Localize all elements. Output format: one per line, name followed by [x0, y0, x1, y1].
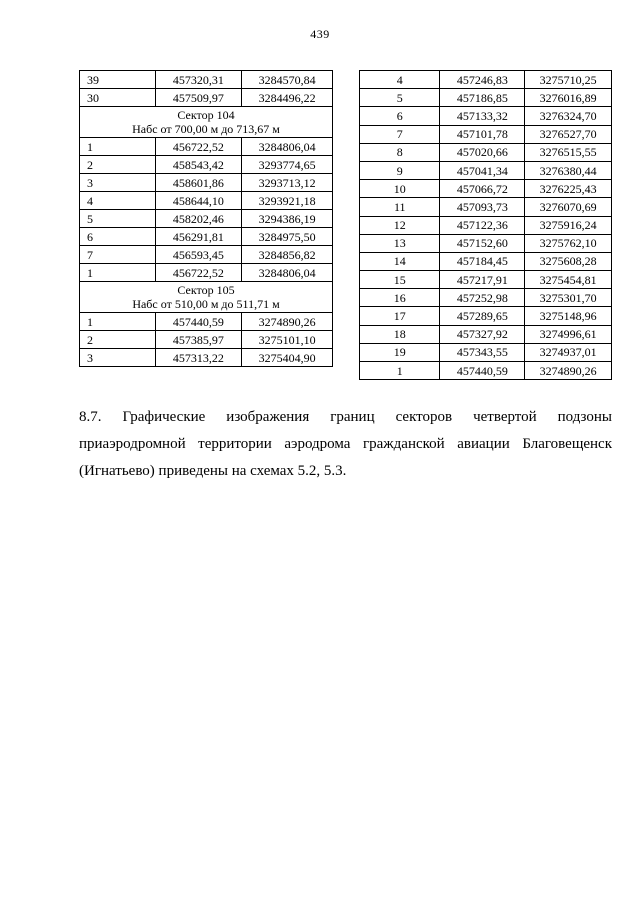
sector-header [80, 107, 333, 138]
coordinate-x: 457343,55 [440, 343, 525, 361]
point-number: 3 [80, 349, 156, 367]
point-number: 16 [360, 289, 440, 307]
point-number: 5 [80, 210, 156, 228]
table-row [360, 343, 612, 361]
coordinate-x: 457066,72 [440, 180, 525, 198]
coordinate-y: 3293921,18 [242, 192, 333, 210]
coordinates-table-right [359, 70, 612, 380]
table-row [360, 289, 612, 307]
paragraph-8-7 [79, 404, 612, 485]
coordinate-y: 3293774,65 [242, 156, 333, 174]
point-number: 39 [80, 71, 156, 89]
coordinate-y: 3275148,96 [525, 307, 612, 325]
sector-header-row [80, 107, 333, 138]
paragraph-line: (Игнатьево) приведены на схемах 5.2, 5.3. [79, 463, 347, 479]
coordinate-x: 456722,52 [155, 264, 242, 282]
table-row [80, 174, 333, 192]
point-number: 14 [360, 252, 440, 270]
coordinate-x: 457313,22 [155, 349, 242, 367]
table-row [360, 362, 612, 380]
coordinate-y: 3275608,28 [525, 252, 612, 270]
point-number: 1 [360, 362, 440, 380]
coordinate-x: 457093,73 [440, 198, 525, 216]
coordinate-y: 3276515,55 [525, 143, 612, 161]
coordinate-x: 457122,36 [440, 216, 525, 234]
paragraph-line: 8.7. Графические изображения границ секторов четвертой подзоны [79, 409, 612, 425]
table-row [360, 161, 612, 179]
table-row [80, 138, 333, 156]
coordinate-y: 3284856,82 [242, 246, 333, 264]
table-row [80, 192, 333, 210]
coordinate-y: 3284496,22 [242, 89, 333, 107]
point-number: 30 [80, 89, 156, 107]
table-row [360, 307, 612, 325]
point-number: 7 [80, 246, 156, 264]
coordinate-y: 3276527,70 [525, 125, 612, 143]
point-number: 12 [360, 216, 440, 234]
coordinate-y: 3284975,50 [242, 228, 333, 246]
coordinate-x: 457133,32 [440, 107, 525, 125]
coordinate-y: 3275710,25 [525, 71, 612, 89]
coordinate-y: 3294386,19 [242, 210, 333, 228]
coordinates-table-left [79, 70, 333, 367]
table-row [360, 107, 612, 125]
table-row [360, 216, 612, 234]
coordinate-y: 3276016,89 [525, 89, 612, 107]
point-number: 3 [80, 174, 156, 192]
point-number: 10 [360, 180, 440, 198]
point-number: 18 [360, 325, 440, 343]
table-row [360, 71, 612, 89]
coordinate-y: 3275916,24 [525, 216, 612, 234]
sector-elevation: Набс от 700,00 м до 713,67 м [132, 122, 280, 136]
table-row [360, 252, 612, 270]
coordinate-x: 457217,91 [440, 271, 525, 289]
coordinate-y: 3275454,81 [525, 271, 612, 289]
coordinate-y: 3274996,61 [525, 325, 612, 343]
table-row [80, 156, 333, 174]
table-row [360, 198, 612, 216]
coordinate-x: 457320,31 [155, 71, 242, 89]
point-number: 8 [360, 143, 440, 161]
point-number: 17 [360, 307, 440, 325]
point-number: 2 [80, 331, 156, 349]
coordinate-y: 3275301,70 [525, 289, 612, 307]
table-row [80, 71, 333, 89]
coordinate-x: 457041,34 [440, 161, 525, 179]
paragraph-line: приаэродромной территории аэродрома гражданской авиации Благовещенск [79, 436, 612, 452]
table-row [80, 210, 333, 228]
point-number: 4 [80, 192, 156, 210]
point-number: 7 [360, 125, 440, 143]
coordinate-x: 457252,98 [440, 289, 525, 307]
sector-title: Сектор 104 [177, 108, 235, 122]
point-number: 4 [360, 71, 440, 89]
table-row [360, 180, 612, 198]
coordinate-x: 456291,81 [155, 228, 242, 246]
table-row [80, 228, 333, 246]
coordinate-x: 456722,52 [155, 138, 242, 156]
page-number: 439 [310, 27, 330, 41]
coordinate-x: 457184,45 [440, 252, 525, 270]
table-row [80, 264, 333, 282]
coordinate-x: 457385,97 [155, 331, 242, 349]
coordinate-y: 3274937,01 [525, 343, 612, 361]
point-number: 2 [80, 156, 156, 174]
coordinate-y: 3276324,70 [525, 107, 612, 125]
coordinate-x: 457101,78 [440, 125, 525, 143]
coordinate-x: 457509,97 [155, 89, 242, 107]
point-number: 1 [80, 313, 156, 331]
point-number: 19 [360, 343, 440, 361]
sector-header-row [80, 282, 333, 313]
coordinate-x: 457289,65 [440, 307, 525, 325]
coordinate-y: 3284806,04 [242, 264, 333, 282]
point-number: 9 [360, 161, 440, 179]
point-number: 5 [360, 89, 440, 107]
coordinate-y: 3275762,10 [525, 234, 612, 252]
point-number: 6 [80, 228, 156, 246]
point-number: 15 [360, 271, 440, 289]
sector-elevation: Набс от 510,00 м до 511,71 м [132, 297, 280, 311]
point-number: 1 [80, 138, 156, 156]
sector-title: Сектор 105 [177, 283, 235, 297]
table-row [80, 349, 333, 367]
coordinate-x: 457246,83 [440, 71, 525, 89]
coordinate-x: 457186,85 [440, 89, 525, 107]
table-row [360, 89, 612, 107]
table-row [80, 313, 333, 331]
table-row [360, 271, 612, 289]
table-row [360, 125, 612, 143]
coordinate-y: 3274890,26 [525, 362, 612, 380]
coordinate-x: 458644,10 [155, 192, 242, 210]
coordinate-y: 3275101,10 [242, 331, 333, 349]
coordinate-x: 458202,46 [155, 210, 242, 228]
table-row [80, 89, 333, 107]
coordinate-y: 3284806,04 [242, 138, 333, 156]
table-row [80, 246, 333, 264]
coordinate-y: 3275404,90 [242, 349, 333, 367]
point-number: 13 [360, 234, 440, 252]
coordinate-y: 3293713,12 [242, 174, 333, 192]
coordinate-x: 457020,66 [440, 143, 525, 161]
coordinate-y: 3274890,26 [242, 313, 333, 331]
coordinate-x: 457440,59 [155, 313, 242, 331]
coordinate-x: 457152,60 [440, 234, 525, 252]
point-number: 1 [80, 264, 156, 282]
table-row [360, 234, 612, 252]
coordinate-x: 457440,59 [440, 362, 525, 380]
coordinate-y: 3276070,69 [525, 198, 612, 216]
point-number: 11 [360, 198, 440, 216]
table-row [80, 331, 333, 349]
coordinate-x: 456593,45 [155, 246, 242, 264]
coordinate-y: 3276225,43 [525, 180, 612, 198]
coordinate-y: 3284570,84 [242, 71, 333, 89]
coordinate-x: 458601,86 [155, 174, 242, 192]
coordinate-x: 458543,42 [155, 156, 242, 174]
point-number: 6 [360, 107, 440, 125]
sector-header [80, 282, 333, 313]
coordinate-x: 457327,92 [440, 325, 525, 343]
table-row [360, 143, 612, 161]
table-row [360, 325, 612, 343]
coordinate-y: 3276380,44 [525, 161, 612, 179]
